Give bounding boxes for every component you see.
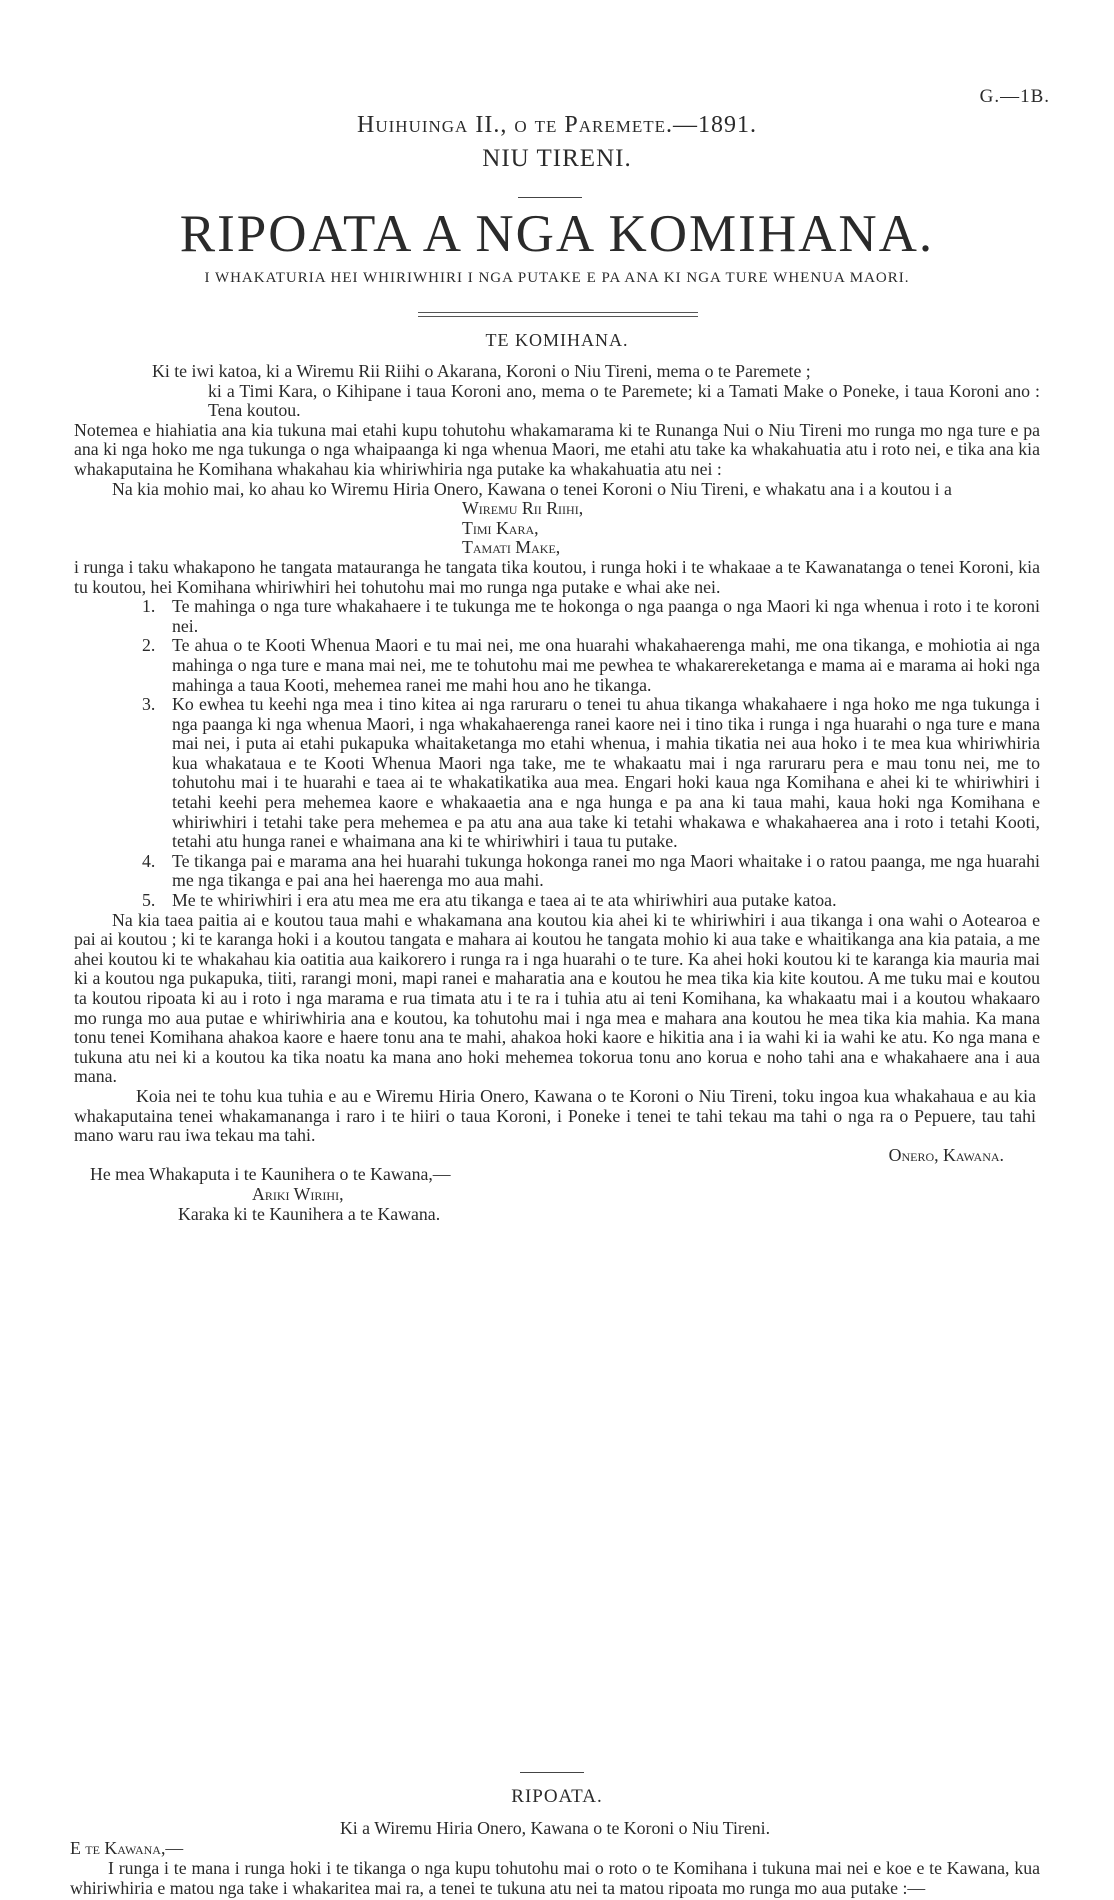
commission-body [74,362,1040,1224]
address-line-2: ki a Timi Kara, o Kihipane i taua Koroni ano, mema o te Paremete; ki a Tamati Make o Poneke, i taua Koroni ano : Tena koutou. [208,380,1040,421]
report-body [70,1818,1040,1898]
clerk-name: Ariki Wirihi, [252,1183,344,1204]
list-item-text: Te mahinga o nga ture whakahaere i te tukunga me te hokonga o nga paanga o nga Maori ki nga whenua i roto i te koroni nei. [172,596,1040,636]
parliament-session: Huihuinga II., o te Paremete.—1891. [357,112,757,138]
commissioner-name: Timi Kara, [462,517,539,538]
divider-rule [518,197,582,198]
governor-signature: Onero, Kawana. [888,1144,1004,1165]
by-command-line: He mea Whakaputa i te Kaunihera o te Kawana,— [90,1164,451,1185]
report-heading: RIPOATA. [511,1786,603,1807]
commissioner-names [74,499,1040,558]
document-reference: G.—1B. [979,86,1050,107]
report-addressee: Ki a Wiremu Hiria Onero, Kawana o te Koroni o Niu Tireni. [339,1818,771,1838]
address-line-1: Ki te iwi katoa, ki a Wiremu Rii Riihi o Akarana, Koroni o Niu Tireni, mema o te Paremete ; [152,361,811,381]
list-item-text: Te tikanga pai e marama ana hei huarahi tukunga hokonga ranei mo nga Maori whaitake i o ratou paanga, me nga huarahi me nga tikanga e pai ana hei haerenga mo aua mahi. [172,850,1040,891]
commissioner-name: Wiremu Rii Riihi, [462,498,584,519]
list-item [74,695,1040,852]
paragraph-mohio: Na kia mohio mai, ko ahau ko Wiremu Hiria Onero, Kawana o tenei Koroni o Niu Tireni, e whakatu ana i a koutou i a [112,478,952,499]
list-item-number: 4. [142,850,156,871]
report-paragraph: I runga i te mana i runga hoki i te tikanga o nga kupu tohutohu mai o roto o te Komihana i tukuna mai nei e koe e te Kawana, kua whiriwhiria e matou nga take i whakaritea mai ra, a tenei te tukuna atu nei ta matou ripoata mo runga mo aua putake :— [70,1858,1040,1898]
list-item-number: 1. [142,596,156,617]
document-subtitle: I WHAKATURIA HEI WHIRIWHIRI I NGA PUTAKE E PA ANA KI NGA TURE WHENUA MAORI. [204,270,910,286]
double-divider-rule [418,312,698,317]
country-name: NIU TIRENI. [482,145,632,172]
list-item-number: 5. [142,890,156,911]
list-item-text: Ko ewhea tu keehi nga mea i tino kitea ai nga raruraru o tenei tu ahua tikanga whakahaere i nga hoko me nga tukunga i nga paanga ki nga whenua Maori, i nga whakahaerenga ranei kaore nei i tino tika i runga i nga huarahi o nga ture e mana mai nei, i puta ai etahi pukapuka whaitaketanga mo etahi whenua, i mahia tikatia nei aua hoko i te mea kua whiriwhiria kua whakataua e te Kooti Whenua Maori nga take, me te whakaatu mai i nga raruraru pera e mau tonu nei, me to tohutohu mai i te huarahi e taea ai te whakatikatika aua mea. Engari hoki kaua nga Komihana e ahei ki te whiriwhiri i tetahi keehi pera mehemea kaore e whakaaetia ana e nga hunga e pa ana ki taua mahi, kaua hoki nga Komihana e whiriwhiri i tetahi take pera mehemea e pa atu ana aua take ki tetahi whakawa e whakahaerea ana i roto i tetahi Kooti, tetahi atu hunga ranei e whaimana ana ki te whiriwhiri i taua tu putake. [172,694,1040,852]
paragraph-koia: Koia nei te tohu kua tuhia e au e Wiremu Hiria Onero, Kawana o te Koroni o Niu Tireni, toku ingoa kua whakahaua e au kia whakaputaina tenei whakamananga i raro i te hiiri o taua Koroni, i Poneke i tenei te tahi tekau ma tahi o nga ra o Pepuere, tau tahi mano waru rau iwa tekau ma tahi. [74,1085,1036,1146]
paragraph-notemea: Notemea e hiahiatia ana kia tukuna mai etahi kupu tohutohu whakamarama ki te Runanga Nui o Niu Tireni mo runga mo nga ture e pa ana ki nga hoko me nga tukunga o nga whaipaanga ki nga whenua Maori, me etahi atu take ka whakahuatia atu i roto nei, e tika ana kia whakaputaina he Komihana whakahau kia whiriwhiria nga putake ka whakahuatia atu nei : [74,419,1040,479]
report-salutation: E te Kawana,— [70,1838,184,1858]
paragraph-runga: i runga i taku whakapono he tangata matauranga he tangata tika koutou, i runga hoki i te whakaae a te Kawanatanga o tenei Koroni, kia tu koutou, hei Komihana whiriwhiri hei tohutohu mai mo runga nga putake e whai ake nei. [74,556,1040,597]
divider-rule [520,1772,584,1773]
paragraph-nakia: Na kia taea paitia ai e koutou taua mahi e whakamana ana koutou kia ahei ki te whiriwhiri i aua tikanga i ona wahi o Aotearoa e pai ai koutou ; ki te karanga hoki i a koutou tangata e mahara ai koutou he tangata mohio ki aua take e whaitikanga ana kia pataia, a me ahei koutou ki te whakahau kia oatitia aua kaikorero i runga ra i nga huarahi o te ture. Ka ahei hoki koutou ki te karanga kia mauria mai ki a koutou nga pukapuka, tiiti, rarangi moni, mapi ranei e maharatia ana e koutou he mea tika kia kite koutou. A me tuku mai e koutou ta koutou ripoata ki au i roto i nga marama e rua timata atu i te ra i tuhia atu ai teni Komihana, ka whakaatu mai i a koutou whakaaro mo runga mo aua putae e whiriwhiria ana e koutou, ka tohutohu mai i nga mea e mahara ana koutou he mea tika kia mahia. Ka mana tonu tenei Komihana ahakoa kaore e haere tonu ana te mahi, ahakoa hoki kaore e hikitia ana i ia wahi ki ia wahi ke atu. Ko nga mana e tukuna atu nei ki a koutou ka tika noatu ka mana ano hoki mehemea tokorua tonu ano korua e noho tahi ana e whakahaere ana i aua mana. [74,909,1040,1087]
document-title: RIPOATA A NGA KOMIHANA. [179,205,935,263]
list-item-text: Me te whiriwhiri i era atu mea me era atu tikanga e taea ai te ata whiriwhiri aua putake katoa. [172,890,837,911]
putake-list [74,597,1040,911]
list-item [74,891,1040,911]
list-item [74,852,1040,891]
commission-heading: TE KOMIHANA. [485,330,629,350]
list-item-number: 3. [142,694,156,715]
clerk-title: Karaka ki te Kaunihera a te Kawana. [178,1203,441,1224]
commissioner-name: Tamati Make, [462,537,561,558]
list-item [74,636,1040,695]
list-item [74,597,1040,636]
list-item-number: 2. [142,635,156,656]
list-item-text: Te ahua o te Kooti Whenua Maori e tu mai nei, me ona huarahi whakahaerenga mahi, me ona tikanga, e mohiotia ai nga mahinga o nga ture e mana mai nei, me te tohutohu mai me pewhea te whakarereketanga e mama ai e marama ai hoki nga mahinga a taua Kooti, mehemea ranei me mahi hou ano he tikanga. [172,635,1040,695]
